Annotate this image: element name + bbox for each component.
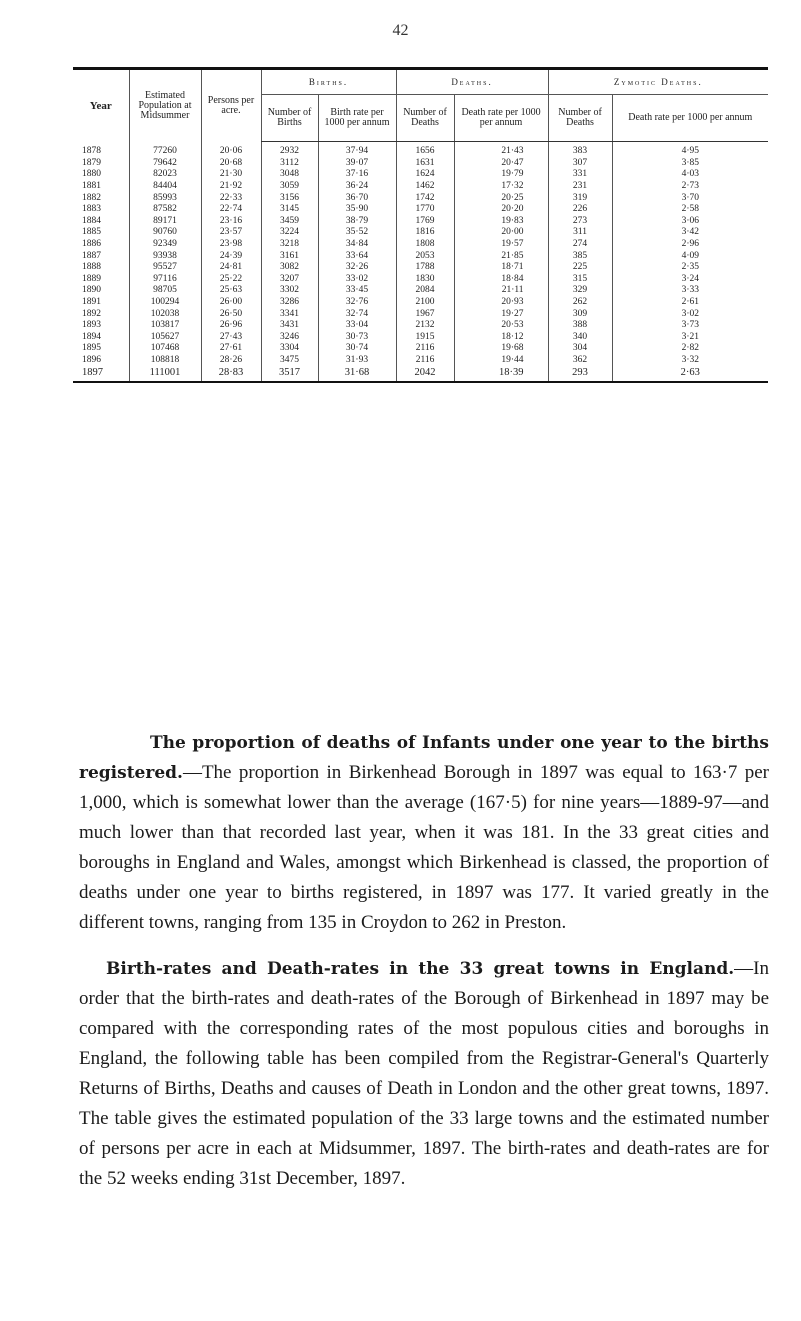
cell-year: 1880	[82, 169, 101, 180]
cell-zymotic-deaths: 388	[548, 320, 612, 332]
cell-year: 1891	[82, 297, 101, 308]
table-row	[73, 169, 768, 181]
cell-birth-rate: 37·16	[318, 169, 396, 181]
cell-deaths: 1967	[396, 308, 454, 320]
rates-line: —In order that the birth-rates and death-rates of the	[79, 958, 769, 1009]
infant-line: different towns, ranging from 135 in Croydon to 262 in Preston.	[79, 912, 567, 933]
vital-statistics-table	[73, 70, 768, 383]
cell-persons-per-acre: 24·81	[201, 262, 261, 274]
cell-deaths: 2100	[396, 297, 454, 309]
cell-population: 82023	[129, 169, 201, 181]
cell-birth-rate: 33·02	[318, 274, 396, 286]
cell-zymotic-death-rate: 3·70	[612, 192, 768, 204]
table-row	[73, 204, 768, 216]
cell-persons-per-acre: 26·00	[201, 297, 261, 309]
cell-zymotic-death-rate: 3·21	[612, 332, 768, 344]
header-death-rate: Death rate per 1000 per annum	[454, 95, 548, 142]
cell-birth-rate: 34·84	[318, 239, 396, 251]
cell-population: 105627	[129, 332, 201, 344]
rates-line: gives the estimated population of the 33 large towns and the	[157, 1108, 627, 1129]
cell-zymotic-death-rate: 2·35	[612, 262, 768, 274]
cell-zymotic-death-rate: 3·73	[612, 320, 768, 332]
cell-year: 1892	[82, 308, 101, 319]
table-row	[73, 285, 768, 297]
cell-persons-per-acre: 20·68	[201, 158, 261, 170]
cell-year: 1885	[82, 227, 101, 238]
cell-birth-rate: 35·52	[318, 227, 396, 239]
cell-persons-per-acre: 25·22	[201, 274, 261, 286]
cell-year: 1893	[82, 320, 101, 331]
cell-death-rate: 18·71	[454, 262, 548, 274]
header-zymotic-death-rate: Death rate per 1000 per annum	[612, 95, 768, 142]
cell-death-rate: 21·85	[454, 250, 548, 262]
cell-zymotic-death-rate: 2·96	[612, 239, 768, 251]
cell-birth-rate: 30·74	[318, 343, 396, 355]
table-row	[73, 227, 768, 239]
cell-year: 1884	[82, 215, 101, 226]
cell-zymotic-deaths: 311	[548, 227, 612, 239]
header-zymotic-group: Zymotic Deaths.	[548, 70, 768, 95]
cell-zymotic-deaths: 231	[548, 181, 612, 193]
cell-births: 3161	[261, 250, 318, 262]
cell-death-rate: 18·84	[454, 274, 548, 286]
cell-births: 3341	[261, 308, 318, 320]
cell-births: 3218	[261, 239, 318, 251]
page-number: 42	[392, 22, 409, 39]
cell-zymotic-deaths: 385	[548, 250, 612, 262]
cell-death-rate: 19·79	[454, 169, 548, 181]
table-body	[73, 142, 768, 382]
header-births-group: Births.	[261, 70, 396, 95]
cell-year: 1886	[82, 239, 101, 250]
cell-population: 102038	[129, 308, 201, 320]
cell-death-rate: 20·47	[454, 158, 548, 170]
cell-birth-rate: 31·93	[318, 355, 396, 367]
infant-line: —The proportion in Birkenhead Borough	[182, 762, 511, 783]
cell-year: 1878	[82, 146, 101, 157]
cell-deaths: 1788	[396, 262, 454, 274]
table-row	[73, 297, 768, 309]
cell-zymotic-death-rate: 4·03	[612, 169, 768, 181]
cell-population: 107468	[129, 343, 201, 355]
infant-line: in 1897 was equal to 163·7 per 1,000, which is somewhat lower	[79, 762, 770, 813]
cell-population: 98705	[129, 285, 201, 297]
infant-line: births registered, in 1897 was 177. It varied greatly in the	[290, 882, 769, 903]
table-row	[73, 262, 768, 274]
cell-year: 1890	[82, 285, 101, 296]
infant-mortality-heading: The proportion of deaths of Infants under one year to the births registered.	[79, 733, 769, 783]
cell-zymotic-death-rate: 2·58	[612, 204, 768, 216]
cell-birth-rate: 38·79	[318, 216, 396, 228]
header-birth-rate: Birth rate per 1000 per annum	[318, 95, 396, 142]
cell-death-rate: 20·25	[454, 192, 548, 204]
cell-year: 1881	[82, 181, 101, 192]
cell-population: 108818	[129, 355, 201, 367]
rates-line: December, 1897.	[275, 1168, 406, 1189]
cell-birth-rate: 39·07	[318, 158, 396, 170]
cell-births: 3112	[261, 158, 318, 170]
cell-death-rate: 17·32	[454, 181, 548, 193]
cell-death-rate: 20·93	[454, 297, 548, 309]
cell-zymotic-deaths: 274	[548, 239, 612, 251]
cell-births: 3517	[261, 366, 318, 382]
cell-population: 100294	[129, 297, 201, 309]
header-number-of-deaths: Number of Deaths	[396, 95, 454, 142]
cell-persons-per-acre: 21·30	[201, 169, 261, 181]
cell-zymotic-death-rate: 3·85	[612, 158, 768, 170]
table-row	[73, 192, 768, 204]
cell-zymotic-death-rate: 3·02	[612, 308, 768, 320]
cell-deaths: 1462	[396, 181, 454, 193]
infant-mortality-paragraph	[79, 728, 769, 938]
table-row	[73, 366, 768, 382]
cell-birth-rate: 31·68	[318, 366, 396, 382]
cell-deaths: 2116	[396, 355, 454, 367]
cell-zymotic-death-rate: 3·33	[612, 285, 768, 297]
cell-births: 3224	[261, 227, 318, 239]
cell-population: 92349	[129, 239, 201, 251]
table-row	[73, 216, 768, 228]
cell-births: 3082	[261, 262, 318, 274]
cell-death-rate: 21·11	[454, 285, 548, 297]
header-deaths-group: Deaths.	[396, 70, 548, 95]
cell-birth-rate: 33·04	[318, 320, 396, 332]
cell-births: 3156	[261, 192, 318, 204]
cell-deaths: 1770	[396, 204, 454, 216]
cell-zymotic-death-rate: 2·61	[612, 297, 768, 309]
cell-zymotic-deaths: 362	[548, 355, 612, 367]
rates-line: Death in London and the other great towns, 1897. The table	[79, 1078, 769, 1129]
cell-zymotic-death-rate: 3·32	[612, 355, 768, 367]
cell-year: 1887	[82, 250, 101, 261]
cell-zymotic-deaths: 319	[548, 192, 612, 204]
cell-deaths: 1808	[396, 239, 454, 251]
rates-line: England, the following table has been compiled from the Registrar-	[79, 1048, 618, 1069]
cell-zymotic-deaths: 225	[548, 262, 612, 274]
cell-zymotic-deaths: 315	[548, 274, 612, 286]
table-row	[73, 343, 768, 355]
cell-birth-rate: 36·70	[318, 192, 396, 204]
header-year: Year	[89, 99, 112, 112]
cell-death-rate: 20·20	[454, 204, 548, 216]
cell-death-rate: 19·57	[454, 239, 548, 251]
cell-zymotic-death-rate: 3·06	[612, 216, 768, 228]
cell-births: 3286	[261, 297, 318, 309]
cell-births: 3459	[261, 216, 318, 228]
cell-zymotic-death-rate: 2·82	[612, 343, 768, 355]
cell-zymotic-death-rate: 3·24	[612, 274, 768, 286]
cell-zymotic-death-rate: 3·42	[612, 227, 768, 239]
cell-zymotic-deaths: 304	[548, 343, 612, 355]
infant-line: Birkenhead is classed, the proportion of deaths under one year to	[79, 852, 769, 903]
cell-deaths: 1816	[396, 227, 454, 239]
cell-zymotic-deaths: 340	[548, 332, 612, 344]
cell-year: 1897	[82, 366, 103, 378]
cell-year: 1888	[82, 262, 101, 273]
cell-deaths: 1830	[396, 274, 454, 286]
cell-deaths: 1656	[396, 142, 454, 158]
cell-year: 1896	[82, 354, 101, 365]
rates-line: Borough of Birkenhead in 1897 may be compared with the	[79, 988, 769, 1039]
cell-birth-rate: 32·74	[318, 308, 396, 320]
cell-zymotic-deaths: 273	[548, 216, 612, 228]
cell-birth-rate: 30·73	[318, 332, 396, 344]
cell-zymotic-deaths: 383	[548, 142, 612, 158]
cell-persons-per-acre: 24·39	[201, 250, 261, 262]
cell-zymotic-deaths: 262	[548, 297, 612, 309]
cell-year: 1879	[82, 157, 101, 168]
cell-death-rate: 20·53	[454, 320, 548, 332]
cell-births: 3304	[261, 343, 318, 355]
cell-population: 85993	[129, 192, 201, 204]
infant-line: than the average (167·5) for nine years—1889-97—and much	[79, 792, 770, 843]
cell-deaths: 1915	[396, 332, 454, 344]
cell-persons-per-acre: 25·63	[201, 285, 261, 297]
cell-death-rate: 19·83	[454, 216, 548, 228]
rates-line: corresponding rates of the most populous cities and boroughs in	[239, 1018, 769, 1039]
cell-year: 1894	[82, 331, 101, 342]
cell-persons-per-acre: 22·74	[201, 204, 261, 216]
cell-deaths: 2132	[396, 320, 454, 332]
rates-line: The birth-rates and death-rates are for the 52 weeks ending 31st	[79, 1138, 769, 1189]
cell-births: 3059	[261, 181, 318, 193]
cell-zymotic-death-rate: 2·73	[612, 181, 768, 193]
cell-persons-per-acre: 26·96	[201, 320, 261, 332]
cell-persons-per-acre: 22·33	[201, 192, 261, 204]
header-population: Estimated Population at Midsummer	[129, 70, 201, 142]
cell-persons-per-acre: 21·92	[201, 181, 261, 193]
cell-population: 93938	[129, 250, 201, 262]
cell-population: 79642	[129, 158, 201, 170]
table-row	[73, 239, 768, 251]
cell-births: 3302	[261, 285, 318, 297]
cell-year: 1889	[82, 273, 101, 284]
cell-zymotic-deaths: 331	[548, 169, 612, 181]
cell-births: 3207	[261, 274, 318, 286]
cell-death-rate: 20·00	[454, 227, 548, 239]
cell-deaths: 1631	[396, 158, 454, 170]
cell-zymotic-death-rate: 2·63	[612, 366, 768, 382]
cell-zymotic-deaths: 329	[548, 285, 612, 297]
table-row	[73, 250, 768, 262]
cell-death-rate: 18·12	[454, 332, 548, 344]
cell-population: 89171	[129, 216, 201, 228]
cell-zymotic-deaths: 293	[548, 366, 612, 382]
cell-deaths: 2084	[396, 285, 454, 297]
vital-statistics-table-wrapper	[73, 67, 768, 383]
cell-zymotic-death-rate: 4·09	[612, 250, 768, 262]
cell-zymotic-deaths: 226	[548, 204, 612, 216]
table-row	[73, 320, 768, 332]
cell-persons-per-acre: 28·26	[201, 355, 261, 367]
cell-deaths: 2116	[396, 343, 454, 355]
cell-persons-per-acre: 27·43	[201, 332, 261, 344]
cell-persons-per-acre: 23·16	[201, 216, 261, 228]
cell-year: 1882	[82, 192, 101, 203]
table-row	[73, 181, 768, 193]
birth-death-rates-heading: Birth-rates and Death-rates in the 33 great towns in England.	[106, 959, 735, 979]
cell-birth-rate: 35·90	[318, 204, 396, 216]
table-row	[73, 274, 768, 286]
cell-population: 97116	[129, 274, 201, 286]
cell-persons-per-acre: 28·83	[201, 366, 261, 382]
table-row	[73, 142, 768, 158]
cell-persons-per-acre: 23·98	[201, 239, 261, 251]
cell-deaths: 1624	[396, 169, 454, 181]
cell-birth-rate: 36·24	[318, 181, 396, 193]
cell-births: 3431	[261, 320, 318, 332]
cell-births: 3048	[261, 169, 318, 181]
cell-population: 84404	[129, 181, 201, 193]
cell-deaths: 1742	[396, 192, 454, 204]
cell-birth-rate: 37·94	[318, 142, 396, 158]
cell-population: 90760	[129, 227, 201, 239]
cell-deaths: 2053	[396, 250, 454, 262]
cell-births: 3475	[261, 355, 318, 367]
infant-line: great cities and boroughs in England and Wales, amongst which	[79, 822, 769, 873]
cell-death-rate: 19·44	[454, 355, 548, 367]
cell-persons-per-acre: 20·06	[201, 142, 261, 158]
cell-birth-rate: 32·26	[318, 262, 396, 274]
cell-zymotic-deaths: 309	[548, 308, 612, 320]
cell-births: 3246	[261, 332, 318, 344]
cell-death-rate: 18·39	[454, 366, 548, 382]
rates-line: General's Quarterly Returns of Births, Deaths and causes of	[79, 1048, 769, 1099]
cell-year: 1895	[82, 343, 101, 354]
cell-population: 103817	[129, 320, 201, 332]
cell-births: 3145	[261, 204, 318, 216]
cell-persons-per-acre: 23·57	[201, 227, 261, 239]
table-row	[73, 158, 768, 170]
header-number-of-births: Number of Births	[261, 95, 318, 142]
table-row	[73, 355, 768, 367]
cell-persons-per-acre: 27·61	[201, 343, 261, 355]
cell-population: 87582	[129, 204, 201, 216]
cell-birth-rate: 33·64	[318, 250, 396, 262]
cell-population: 95527	[129, 262, 201, 274]
header-number-of-zymotic-deaths: Number of Deaths	[548, 95, 612, 142]
cell-population: 111001	[129, 366, 201, 382]
header-persons-per-acre: Persons per acre.	[201, 70, 261, 142]
cell-death-rate: 19·27	[454, 308, 548, 320]
table-row	[73, 332, 768, 344]
infant-line: lower than that recorded last year, when it was 181. In the 33	[129, 822, 639, 843]
cell-birth-rate: 32·76	[318, 297, 396, 309]
cell-persons-per-acre: 26·50	[201, 308, 261, 320]
cell-births: 2932	[261, 142, 318, 158]
rates-line: estimated number of persons per acre in each at Midsummer, 1897.	[79, 1108, 769, 1159]
cell-zymotic-deaths: 307	[548, 158, 612, 170]
cell-deaths: 1769	[396, 216, 454, 228]
cell-death-rate: 21·43	[454, 142, 548, 158]
cell-deaths: 2042	[396, 366, 454, 382]
cell-death-rate: 19·68	[454, 343, 548, 355]
table-row	[73, 308, 768, 320]
cell-population: 77260	[129, 142, 201, 158]
cell-birth-rate: 33·45	[318, 285, 396, 297]
cell-zymotic-death-rate: 4·95	[612, 142, 768, 158]
cell-year: 1883	[82, 204, 101, 215]
birth-death-rates-paragraph	[79, 954, 769, 1194]
